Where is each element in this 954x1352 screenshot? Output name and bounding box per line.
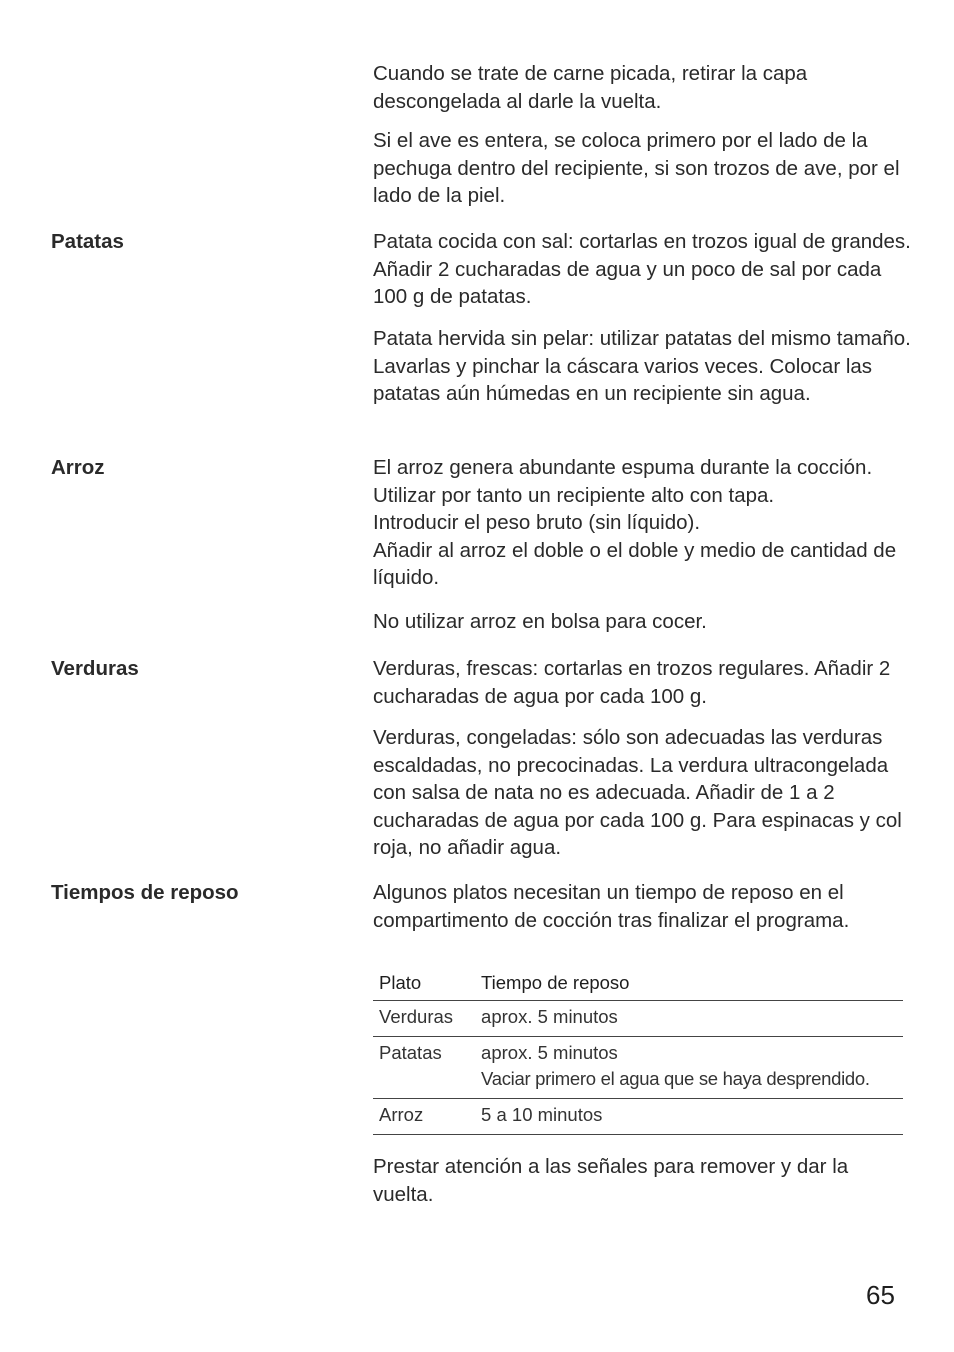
arroz-paragraph-2: No utilizar arroz en bolsa para cocer. bbox=[373, 610, 707, 633]
table-cell-plato: Verduras bbox=[373, 1001, 459, 1037]
table-row bbox=[373, 1099, 903, 1135]
arroz-line-3: Añadir al arroz el doble o el doble y medio de cantidad de líquido. bbox=[373, 538, 897, 589]
table-header-gap bbox=[459, 966, 475, 1001]
patatas-paragraph-1: Patata cocida con sal: cortarlas en trozos igual de grandes. Añadir 2 cucharadas de agua y un poco de sal por cada 100 g de patatas. bbox=[373, 230, 911, 308]
table-header-row bbox=[373, 966, 903, 1001]
verduras-paragraph-2: Verduras, congeladas: sólo son adecuadas las verduras escaldadas, no precocinadas. La verdura ultracongelada con salsa de nata no es adecuada. Añadir de 1 a 2 cucharadas de agua por cada 100 g. Para espinacas y col roja, no añadir agua. bbox=[373, 726, 902, 859]
table-cell-plato: Patatas bbox=[373, 1037, 459, 1099]
table-row bbox=[373, 1001, 903, 1037]
footer-note: Prestar atención a las señales para remover y dar la vuelta. bbox=[373, 1155, 849, 1206]
intro-paragraph-1: Cuando se trate de carne picada, retirar la capa descongelada al darle la vuelta. bbox=[373, 62, 808, 113]
table-header-plato: Plato bbox=[373, 966, 459, 1001]
page-number: 65 bbox=[866, 1280, 895, 1310]
table-header-tiempo: Tiempo de reposo bbox=[475, 966, 903, 1001]
arroz-paragraph-1 bbox=[373, 454, 913, 592]
reposo-paragraph-1: Algunos platos necesitan un tiempo de reposo en el compartimento de cocción tras finalizar el programa. bbox=[373, 881, 850, 932]
table-row bbox=[373, 1037, 903, 1099]
verduras-paragraph-1: Verduras, frescas: cortarlas en trozos regulares. Añadir 2 cucharadas de agua por cada 100 g. bbox=[373, 657, 891, 708]
section-heading-patatas: Patatas bbox=[51, 230, 124, 253]
arroz-line-1: El arroz genera abundante espuma durante la cocción. Utilizar por tanto un recipiente alto con tapa. bbox=[373, 456, 873, 507]
resting-time-table bbox=[373, 966, 903, 1135]
section-heading-verduras: Verduras bbox=[51, 657, 139, 680]
intro-paragraph-2: Si el ave es entera, se coloca primero por el lado de la pechuga dentro del recipiente, si son trozos de ave, por el lado de la piel. bbox=[373, 129, 900, 207]
section-heading-arroz: Arroz bbox=[51, 456, 105, 479]
table-cell-tiempo: aprox. 5 minutos bbox=[475, 1001, 903, 1037]
table-cell-tiempo: 5 a 10 minutos bbox=[475, 1099, 903, 1135]
table-cell-tiempo-value: aprox. 5 minutos bbox=[481, 1042, 618, 1063]
table-cell-plato: Arroz bbox=[373, 1099, 459, 1135]
table-cell-tiempo bbox=[475, 1037, 903, 1099]
table-cell-note: Vaciar primero el agua que se haya desprendido. bbox=[481, 1068, 870, 1089]
section-heading-reposo: Tiempos de reposo bbox=[51, 881, 239, 904]
arroz-line-2: Introducir el peso bruto (sin líquido). bbox=[373, 511, 701, 534]
patatas-paragraph-2: Patata hervida sin pelar: utilizar patatas del mismo tamaño. Lavarlas y pinchar la cáscara varios veces. Colocar las patatas aún húmedas en un recipiente sin agua. bbox=[373, 327, 911, 405]
